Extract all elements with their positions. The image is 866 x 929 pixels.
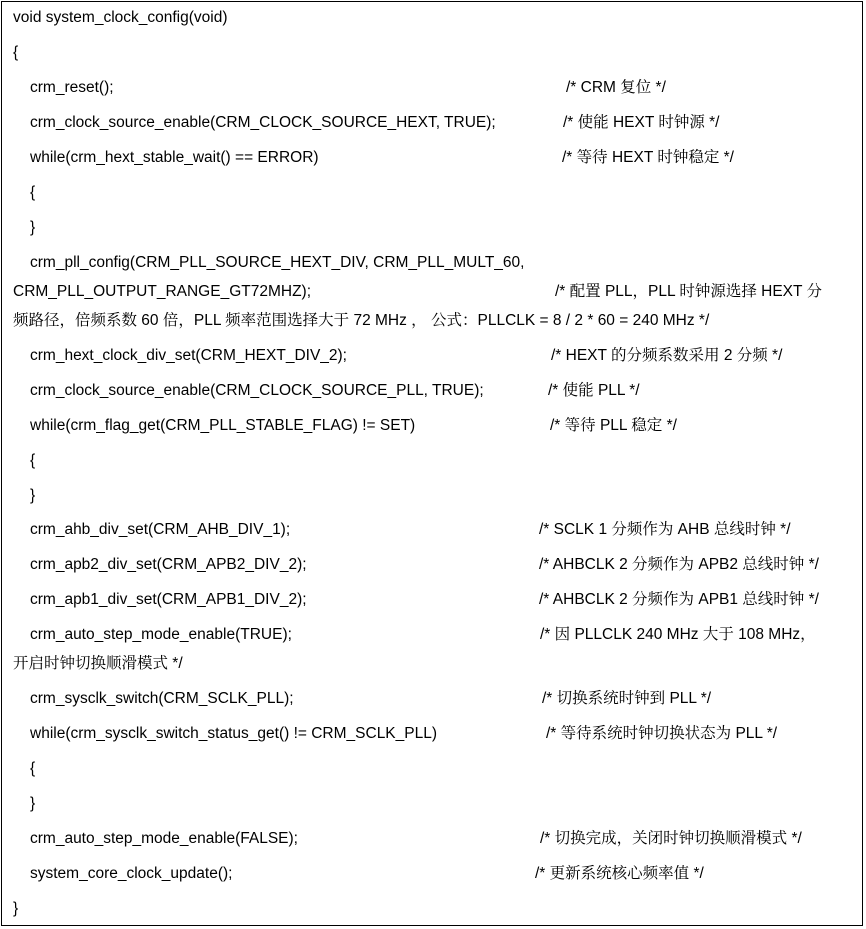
comment-reset: /* CRM 复位 */ [566,79,666,96]
code-line-pll-config-1: crm_pll_config(CRM_PLL_SOURCE_HEXT_DIV, CRM_PLL_MULT_60, [30,254,525,271]
comment-pll-config-2: 频路径，倍频系数 60 倍，PLL 频率范围选择大于 72 MHz ， 公式：PLLCLK = 8 / 2 * 60 = 240 MHz */ [13,312,710,329]
comment-apb2-div: /* AHBCLK 2 分频作为 APB2 总线时钟 */ [539,556,819,573]
brace-close-3: } [30,795,36,812]
function-open-brace: { [13,44,19,61]
brace-close-2: } [30,487,36,504]
code-line-pll-config-2: CRM_PLL_OUTPUT_RANGE_GT72MHZ); [13,283,312,300]
comment-core-update: /* 更新系统核心频率值 */ [535,865,704,882]
code-listing [1,1,863,926]
code-line-apb1-div: crm_apb1_div_set(CRM_APB1_DIV_2); [30,591,307,608]
brace-open-3: { [30,760,36,777]
code-line-ahb-div: crm_ahb_div_set(CRM_AHB_DIV_1); [30,521,291,538]
comment-sysclk-wait: /* 等待系统时钟切换状态为 PLL */ [546,725,778,742]
brace-open-2: { [30,452,36,469]
code-line-pll-enable: crm_clock_source_enable(CRM_CLOCK_SOURCE_PLL, TRUE); [30,382,484,399]
comment-auto-step-2: 开启时钟切换顺滑模式 */ [13,655,183,672]
comment-hext-enable: /* 使能 HEXT 时钟源 */ [563,114,720,131]
comment-hext-wait: /* 等待 HEXT 时钟稳定 */ [562,149,734,166]
code-line-core-update: system_core_clock_update(); [30,865,233,882]
code-line-hext-div: crm_hext_clock_div_set(CRM_HEXT_DIV_2); [30,347,347,364]
brace-close-1: } [30,219,36,236]
comment-hext-div: /* HEXT 的分频系数采用 2 分频 */ [551,347,783,364]
comment-pll-config-1: /* 配置 PLL，PLL 时钟源选择 HEXT 分 [555,283,823,300]
comment-pll-wait: /* 等待 PLL 稳定 */ [550,417,677,434]
comment-auto-step-off: /* 切换完成，关闭时钟切换顺滑模式 */ [540,830,802,847]
code-line-hext-enable: crm_clock_source_enable(CRM_CLOCK_SOURCE_HEXT, TRUE); [30,114,496,131]
comment-pll-enable: /* 使能 PLL */ [548,382,640,399]
code-line-sysclk-switch: crm_sysclk_switch(CRM_SCLK_PLL); [30,690,294,707]
code-line-sysclk-wait: while(crm_sysclk_switch_status_get() != CRM_SCLK_PLL) [30,725,438,742]
code-line-auto-step: crm_auto_step_mode_enable(TRUE); [30,626,292,643]
brace-open-1: { [30,184,36,201]
comment-apb1-div: /* AHBCLK 2 分频作为 APB1 总线时钟 */ [539,591,819,608]
function-signature: void system_clock_config(void) [13,9,228,26]
code-line-hext-wait: while(crm_hext_stable_wait() == ERROR) [30,149,319,166]
code-line-pll-wait: while(crm_flag_get(CRM_PLL_STABLE_FLAG) != SET) [30,417,416,434]
code-line-reset: crm_reset(); [30,79,114,96]
code-line-apb2-div: crm_apb2_div_set(CRM_APB2_DIV_2); [30,556,307,573]
code-line-auto-step-off: crm_auto_step_mode_enable(FALSE); [30,830,298,847]
comment-auto-step-1: /* 因 PLLCLK 240 MHz 大于 108 MHz， [540,626,816,643]
comment-ahb-div: /* SCLK 1 分频作为 AHB 总线时钟 */ [539,521,791,538]
function-close-brace: } [13,900,19,917]
comment-sysclk-switch: /* 切换系统时钟到 PLL */ [542,690,712,707]
